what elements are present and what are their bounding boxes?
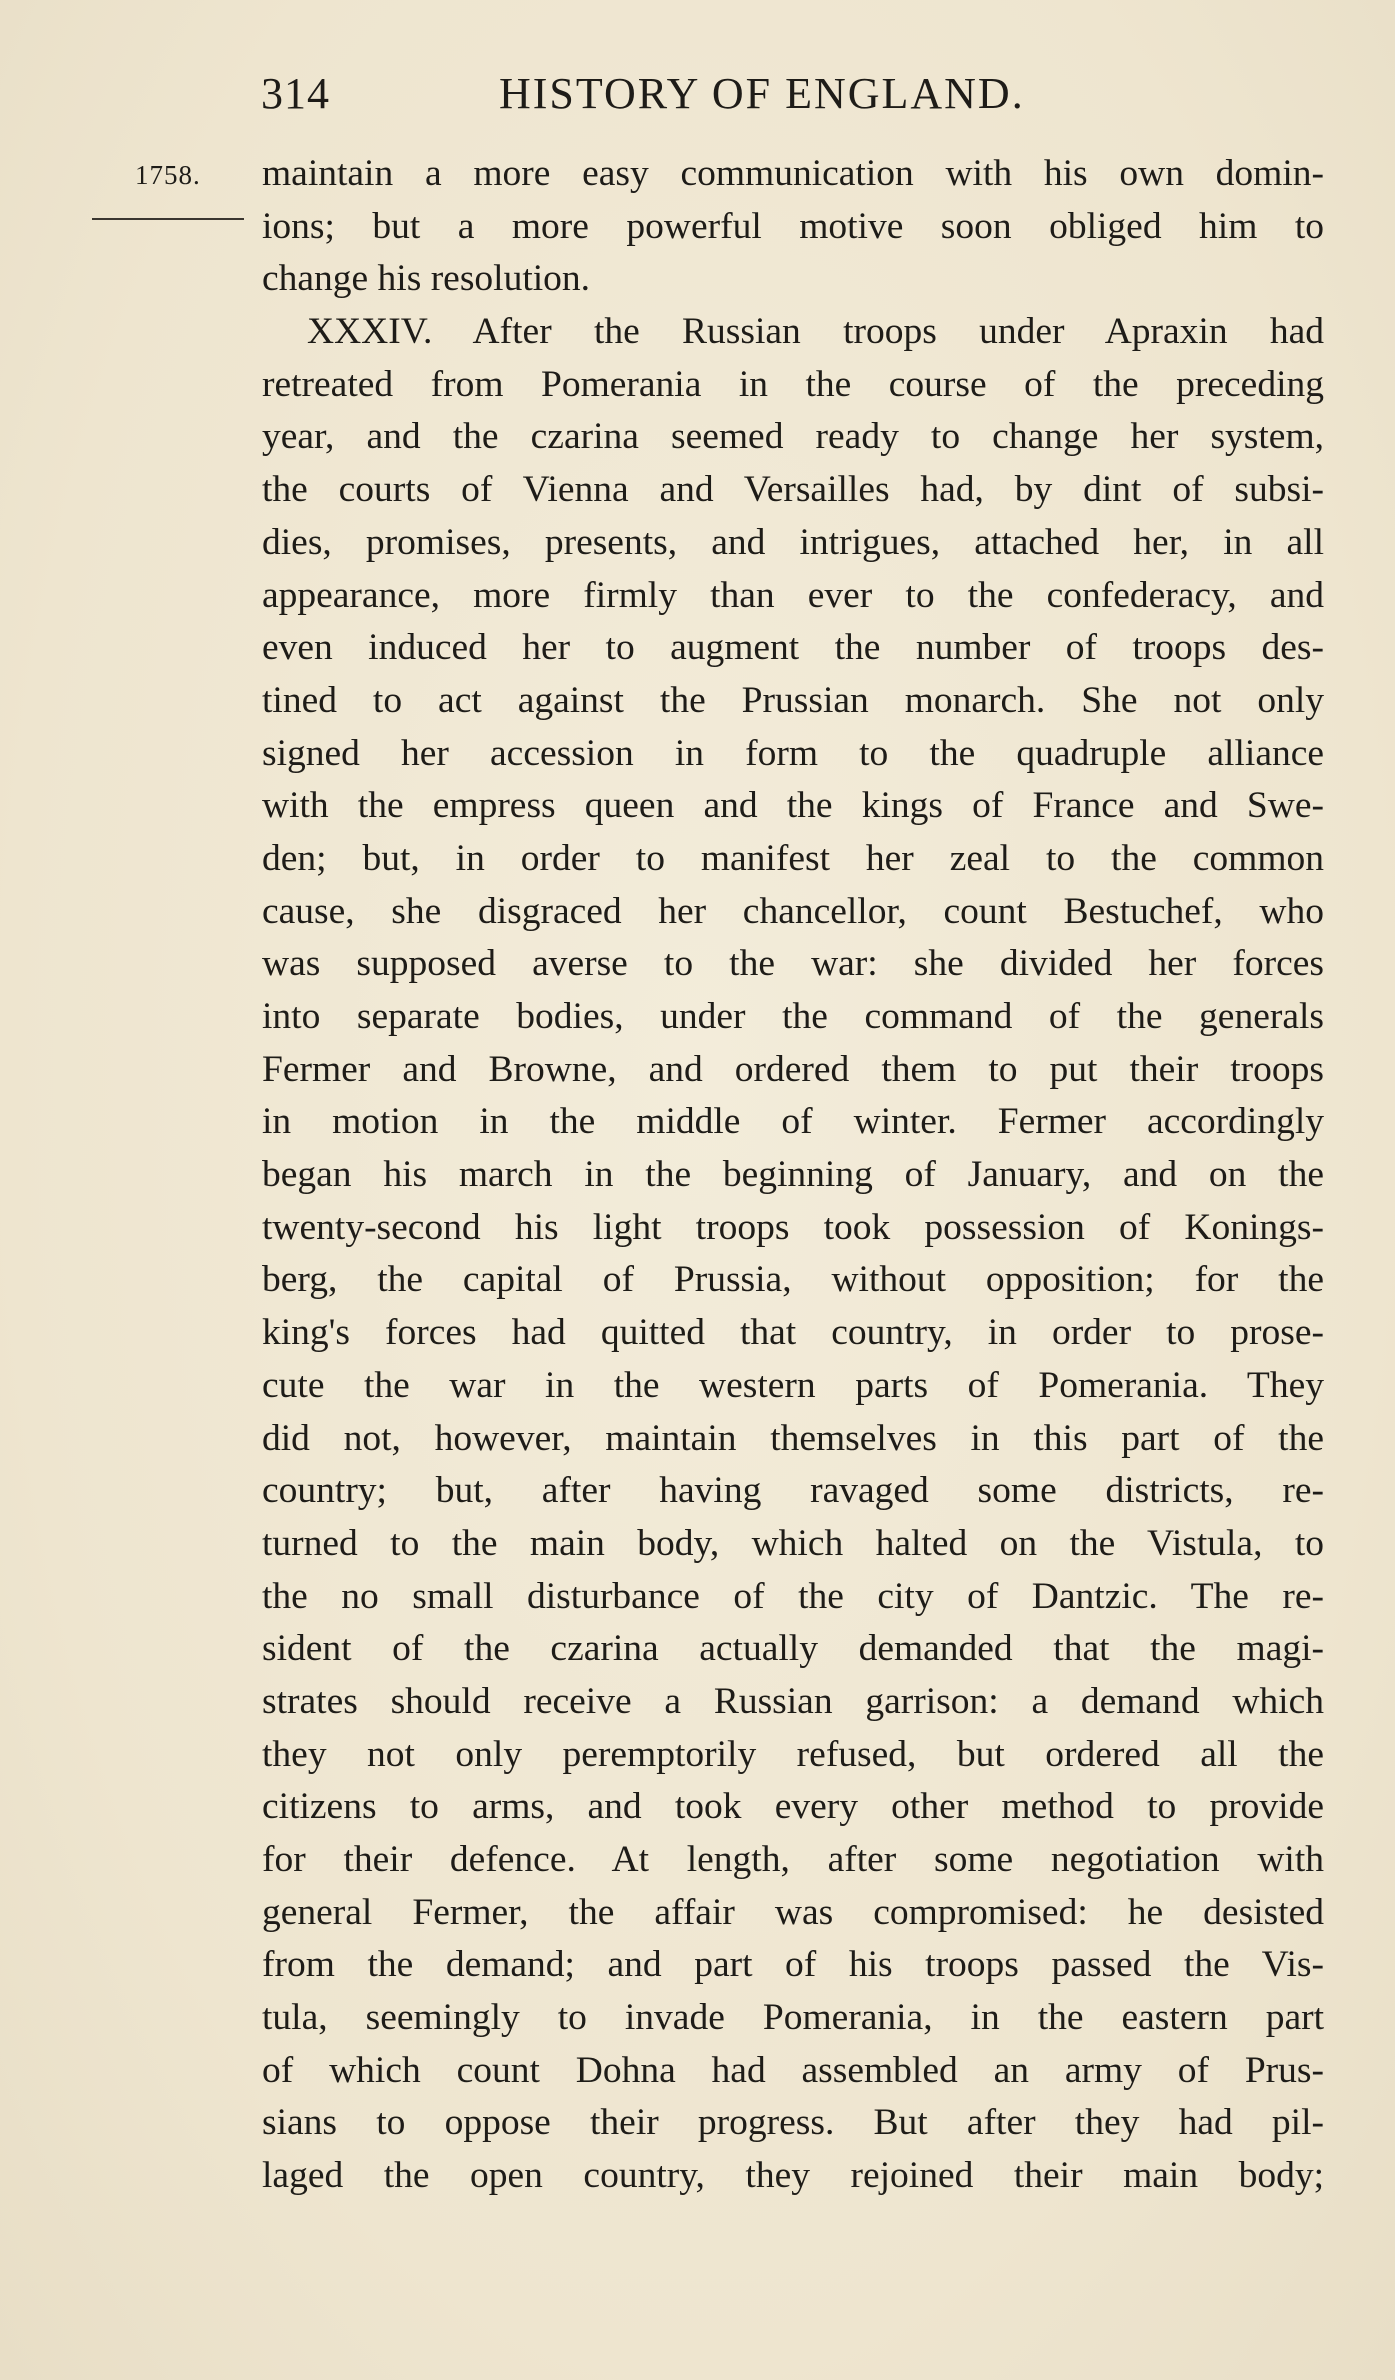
text-line: did not, however, maintain themselves in this part of the — [262, 1417, 1324, 1459]
text-line: tined to act against the Prussian monarch. She not only — [262, 679, 1324, 721]
text-line: general Fermer, the affair was compromised: he desisted — [262, 1891, 1324, 1933]
text-line: retreated from Pomerania in the course of the preceding — [262, 363, 1324, 405]
margin-year-note: 1758. — [135, 160, 201, 190]
text-line: appearance, more firmly than ever to the confederacy, and — [262, 574, 1324, 616]
text-line: ions; but a more powerful motive soon obliged him to — [262, 205, 1324, 247]
text-line: cause, she disgraced her chancellor, count Bestuchef, who — [262, 890, 1324, 932]
page-header — [255, 68, 1095, 128]
text-line: citizens to arms, and took every other method to provide — [262, 1786, 1324, 1828]
section-heading-line: XXXIV. After the Russian troops under Apraxin had — [307, 311, 1324, 353]
text-line: cute the war in the western parts of Pomerania. They — [262, 1364, 1324, 1406]
text-line: with the empress queen and the kings of France and Swe- — [262, 785, 1324, 827]
text-line: tula, seemingly to invade Pomerania, in the eastern part — [262, 1997, 1324, 2039]
text-line: berg, the capital of Prussia, without opposition; for the — [262, 1259, 1324, 1301]
text-line: from the demand; and part of his troops passed the Vis- — [262, 1944, 1324, 1986]
text-line: turned to the main body, which halted on the Vistula, to — [262, 1522, 1324, 1564]
text-line: of which count Dohna had assembled an army of Prus- — [262, 2049, 1324, 2091]
text-line: began his march in the beginning of January, and on the — [262, 1154, 1324, 1196]
body-text — [262, 148, 1324, 2203]
text-line: signed her accession in form to the quadruple alliance — [262, 732, 1324, 774]
text-line: maintain a more easy communication with his own domin- — [262, 153, 1324, 194]
text-line: even induced her to augment the number of troops des- — [262, 627, 1324, 669]
running-title: HISTORY OF ENGLAND. — [499, 69, 1025, 118]
page-number: 314 — [261, 69, 330, 118]
text-line: for their defence. At length, after some negotiation with — [262, 1839, 1324, 1880]
text-line: country; but, after having ravaged some districts, re- — [262, 1470, 1324, 1512]
text-line: king's forces had quitted that country, in order to prose- — [262, 1312, 1324, 1354]
text-line: Fermer and Browne, and ordered them to put their troops — [262, 1048, 1324, 1090]
margin-divider — [92, 218, 244, 220]
text-line: dies, promises, presents, and intrigues, attached her, in all — [262, 521, 1324, 563]
text-line: change his resolution. — [262, 258, 591, 300]
text-line: the no small disturbance of the city of Dantzic. The re- — [262, 1575, 1324, 1617]
text-line: they not only peremptorily refused, but ordered all the — [262, 1733, 1324, 1775]
text-line: laged the open country, they rejoined their main body; — [262, 2155, 1324, 2197]
text-line: den; but, in order to manifest her zeal to the common — [262, 837, 1324, 879]
text-line: sians to oppose their progress. But after they had pil- — [262, 2102, 1324, 2144]
text-line: the courts of Vienna and Versailles had, by dint of subsi- — [262, 469, 1324, 511]
text-line: was supposed averse to the war: she divided her forces — [262, 943, 1324, 985]
text-line: sident of the czarina actually demanded that the magi- — [262, 1628, 1324, 1670]
text-line: in motion in the middle of winter. Fermer accordingly — [262, 1101, 1324, 1143]
text-line: strates should receive a Russian garrison: a demand which — [262, 1680, 1324, 1722]
text-line: year, and the czarina seemed ready to change her system, — [262, 416, 1324, 458]
text-line: into separate bodies, under the command of the generals — [262, 996, 1324, 1037]
text-line: twenty-second his light troops took possession of Konings- — [262, 1206, 1324, 1248]
